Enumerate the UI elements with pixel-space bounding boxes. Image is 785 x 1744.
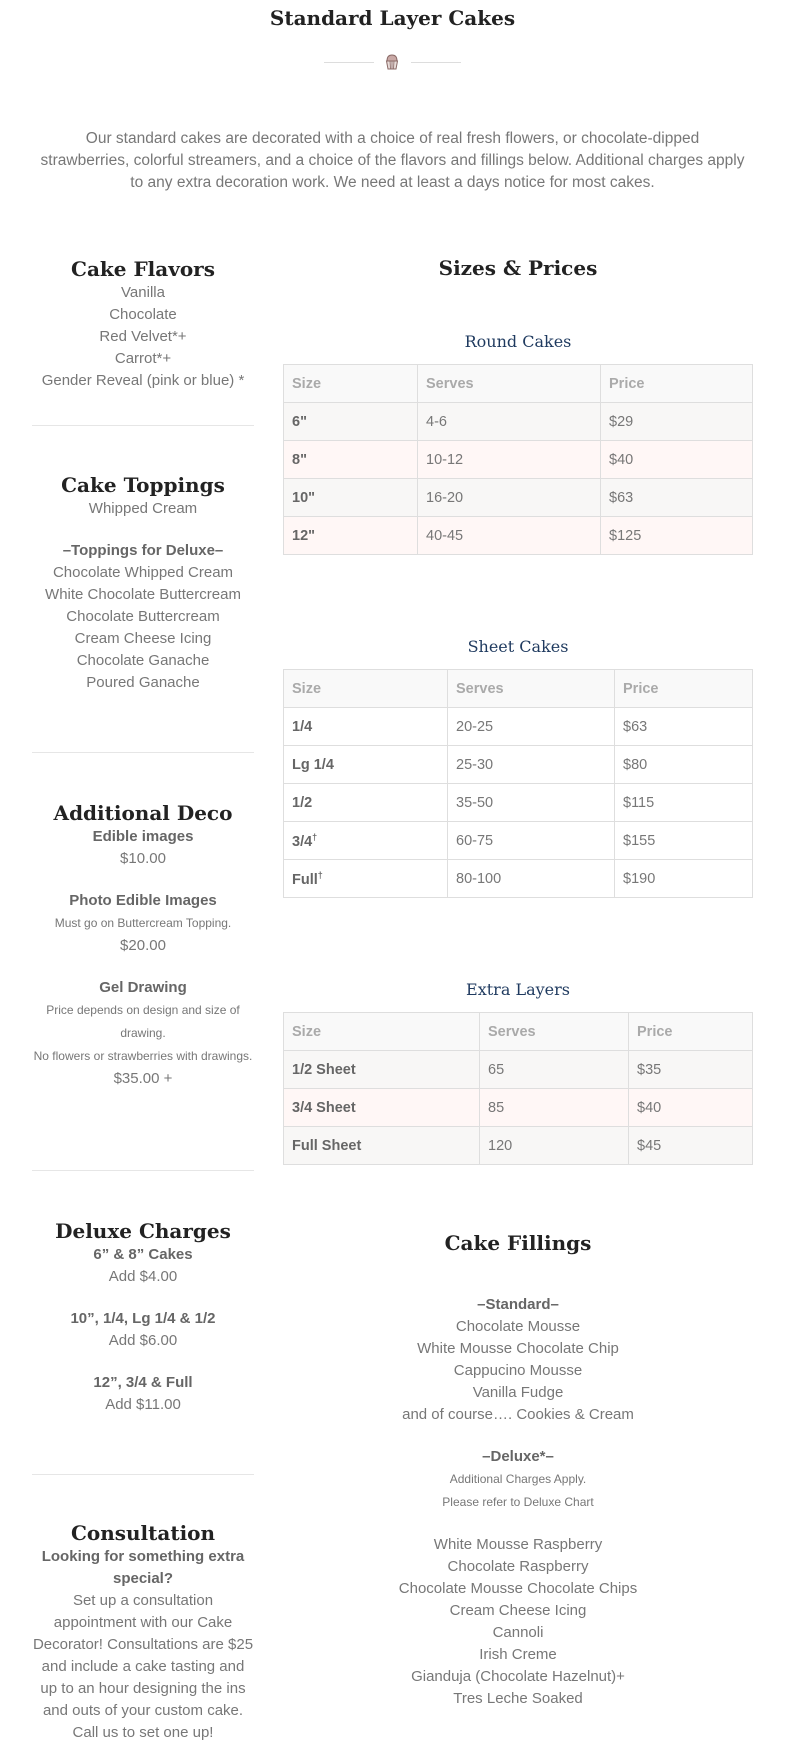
- table-row: [284, 441, 753, 479]
- filling-item: Cannoli: [492, 1624, 544, 1641]
- serves-cell: 35-50: [448, 784, 615, 822]
- page-title: Standard Layer Cakes: [269, 6, 516, 30]
- topping-item: Chocolate Ganache: [76, 652, 210, 669]
- additional-deco-title: Additional Deco: [53, 801, 233, 825]
- deco-photo-name: Photo Edible Images: [69, 892, 217, 909]
- deluxe-tier-name: 12”, 3/4 & Full: [93, 1374, 193, 1391]
- price-cell: $125: [601, 517, 753, 555]
- filling-item: Chocolate Mousse: [455, 1318, 581, 1335]
- table-header-row: [284, 365, 753, 403]
- filling-item: Vanilla Fudge: [472, 1384, 564, 1401]
- serves-cell: 16-20: [418, 479, 601, 517]
- extra-layers-table: [283, 1012, 753, 1165]
- round-cakes-table: [283, 364, 753, 555]
- table-row: [284, 784, 753, 822]
- topping-item: White Chocolate Buttercream: [45, 586, 241, 603]
- flavor-item: Chocolate: [109, 306, 177, 323]
- column-header: Price: [629, 1013, 753, 1051]
- price-cell: $40: [629, 1089, 753, 1127]
- size-cell: 1/4: [284, 708, 448, 746]
- cake-flavors-title: Cake Flavors: [71, 257, 215, 281]
- deco-photo-note: Must go on Buttercream Topping.: [54, 916, 232, 930]
- cake-fillings-list: [283, 1294, 753, 1710]
- serves-cell: 40-45: [418, 517, 601, 555]
- consultation-title: Consultation: [70, 1521, 216, 1545]
- deluxe-toppings-heading: –Toppings for Deluxe–: [62, 542, 224, 559]
- size-cell: Full Sheet: [284, 1127, 480, 1165]
- deco-gel-note: No flowers or strawberries with drawings.: [33, 1049, 253, 1063]
- deco-gel-name: Gel Drawing: [99, 979, 187, 996]
- section-divider: [32, 1474, 254, 1475]
- section-divider: [32, 425, 254, 426]
- deluxe-fillings-heading: –Deluxe*–: [482, 1448, 554, 1465]
- topping-item: Chocolate Whipped Cream: [52, 564, 234, 581]
- section-divider: [32, 752, 254, 753]
- standard-fillings-heading: –Standard–: [477, 1296, 559, 1313]
- size-cell: 1/2 Sheet: [284, 1051, 480, 1089]
- table-header-row: [284, 670, 753, 708]
- price-cell: $115: [615, 784, 753, 822]
- serves-cell: 4-6: [418, 403, 601, 441]
- table-row: [284, 1089, 753, 1127]
- intro-text: Our standard cakes are decorated with a choice of real fresh flowers, or chocolate-dipped strawberries, colorful streamers, and a choice of the flavors and fillings below. Additional charges apply to any extra decoration work. We need at least a days notice for most cakes.: [40, 130, 745, 191]
- round-cakes-title: Round Cakes: [464, 332, 572, 351]
- filling-item: Cream Cheese Icing: [449, 1602, 587, 1619]
- size-cell: 8": [284, 441, 418, 479]
- deco-photo-price: $20.00: [120, 937, 166, 954]
- table-row: [284, 708, 753, 746]
- price-cell: $29: [601, 403, 753, 441]
- table-row: [284, 403, 753, 441]
- deco-edible-price: $10.00: [120, 850, 166, 867]
- deluxe-fillings-note: Additional Charges Apply.: [449, 1472, 587, 1486]
- size-label: 3/4: [292, 833, 313, 850]
- sizes-prices-title: Sizes & Prices: [438, 256, 598, 280]
- serves-cell: 10-12: [418, 441, 601, 479]
- serves-cell: 20-25: [448, 708, 615, 746]
- price-cell: $80: [615, 746, 753, 784]
- size-cell: 12": [284, 517, 418, 555]
- consultation-lead: Looking for something extra special?: [41, 1548, 245, 1587]
- filling-item: and of course…. Cookies & Cream: [402, 1406, 634, 1423]
- dagger-mark: †: [312, 831, 318, 842]
- filling-item: Gianduja (Chocolate Hazelnut)+: [411, 1668, 625, 1685]
- filling-item: Chocolate Mousse Chocolate Chips: [398, 1580, 638, 1597]
- column-header: Serves: [418, 365, 601, 403]
- divider-line-right: [411, 62, 461, 63]
- price-cell: $45: [629, 1127, 753, 1165]
- serves-cell: 120: [480, 1127, 629, 1165]
- filling-item: Irish Creme: [479, 1646, 557, 1663]
- flavor-item: Carrot*+: [114, 350, 172, 367]
- size-label: Full: [292, 871, 318, 888]
- section-divider: [32, 1170, 254, 1171]
- price-cell: $35: [629, 1051, 753, 1089]
- cake-fillings-title: Cake Fillings: [444, 1231, 592, 1255]
- filling-item: Cappucino Mousse: [453, 1362, 583, 1379]
- column-header: Size: [284, 1013, 480, 1051]
- serves-cell: 25-30: [448, 746, 615, 784]
- filling-item: Chocolate Raspberry: [447, 1558, 589, 1575]
- dagger-mark: †: [317, 869, 323, 880]
- deluxe-tier-price: Add $4.00: [108, 1268, 178, 1285]
- divider-line-left: [324, 62, 374, 63]
- title-divider: [0, 52, 785, 72]
- consultation-section: [32, 1520, 254, 1744]
- column-header: Size: [284, 365, 418, 403]
- cake-toppings-title: Cake Toppings: [61, 473, 225, 497]
- topping-item: Poured Ganache: [86, 674, 200, 691]
- topping-item: Cream Cheese Icing: [74, 630, 212, 647]
- size-cell: [284, 860, 448, 898]
- table-row: [284, 822, 753, 860]
- sheet-cakes-title: Sheet Cakes: [467, 637, 569, 656]
- consultation-body: Set up a consultation appointment with our Cake Decorator! Consultations are $25 and include a cake tasting and up to an hour designing the ins and outs of your custom cake. Call us to set one up!: [32, 1592, 254, 1741]
- deluxe-tier-price: Add $6.00: [108, 1332, 178, 1349]
- flavor-item: Gender Reveal (pink or blue) *: [41, 372, 245, 389]
- serves-cell: 85: [480, 1089, 629, 1127]
- deco-edible-name: Edible images: [92, 828, 194, 845]
- filling-item: Tres Leche Soaked: [453, 1690, 583, 1707]
- price-cell: $63: [615, 708, 753, 746]
- table-row: [284, 860, 753, 898]
- serves-cell: 65: [480, 1051, 629, 1089]
- table-header-row: [284, 1013, 753, 1051]
- size-cell: [284, 822, 448, 860]
- deluxe-tier-price: Add $11.00: [105, 1396, 181, 1413]
- size-cell: 6": [284, 403, 418, 441]
- column-header: Serves: [480, 1013, 629, 1051]
- deluxe-charges-section: [32, 1218, 254, 1416]
- table-row: [284, 517, 753, 555]
- size-cell: Lg 1/4: [284, 746, 448, 784]
- deluxe-fillings-note: Please refer to Deluxe Chart: [442, 1495, 594, 1509]
- flavor-item: Red Velvet*+: [99, 328, 187, 345]
- column-header: Price: [601, 365, 753, 403]
- filling-item: White Mousse Raspberry: [433, 1536, 603, 1553]
- sheet-cakes-table: [283, 669, 753, 898]
- column-header: Serves: [448, 670, 615, 708]
- serves-cell: 60-75: [448, 822, 615, 860]
- table-row: [284, 1127, 753, 1165]
- table-row: [284, 746, 753, 784]
- extra-layers-title: Extra Layers: [466, 980, 570, 999]
- size-cell: 10": [284, 479, 418, 517]
- additional-deco-section: [32, 800, 254, 1090]
- topping-item: Chocolate Buttercream: [66, 608, 220, 625]
- deluxe-charges-title: Deluxe Charges: [55, 1219, 231, 1243]
- flavor-item: Vanilla: [121, 284, 165, 301]
- column-header: Size: [284, 670, 448, 708]
- size-cell: 3/4 Sheet: [284, 1089, 480, 1127]
- price-cell: $155: [615, 822, 753, 860]
- column-header: Price: [615, 670, 753, 708]
- deluxe-tier-name: 6” & 8” Cakes: [93, 1246, 193, 1263]
- cupcake-icon: [382, 52, 402, 72]
- price-cell: $190: [615, 860, 753, 898]
- price-cell: $63: [601, 479, 753, 517]
- deluxe-tier-name: 10”, 1/4, Lg 1/4 & 1/2: [70, 1310, 216, 1327]
- filling-item: White Mousse Chocolate Chip: [417, 1340, 619, 1357]
- topping-item: Whipped Cream: [88, 500, 198, 517]
- cake-toppings-section: [32, 472, 254, 694]
- table-row: [284, 479, 753, 517]
- cake-flavors-section: [32, 256, 254, 392]
- size-cell: 1/2: [284, 784, 448, 822]
- serves-cell: 80-100: [448, 860, 615, 898]
- table-row: [284, 1051, 753, 1089]
- deco-gel-note: Price depends on design and size of drawing.: [46, 1003, 240, 1040]
- deco-gel-price: $35.00 +: [113, 1070, 173, 1087]
- price-cell: $40: [601, 441, 753, 479]
